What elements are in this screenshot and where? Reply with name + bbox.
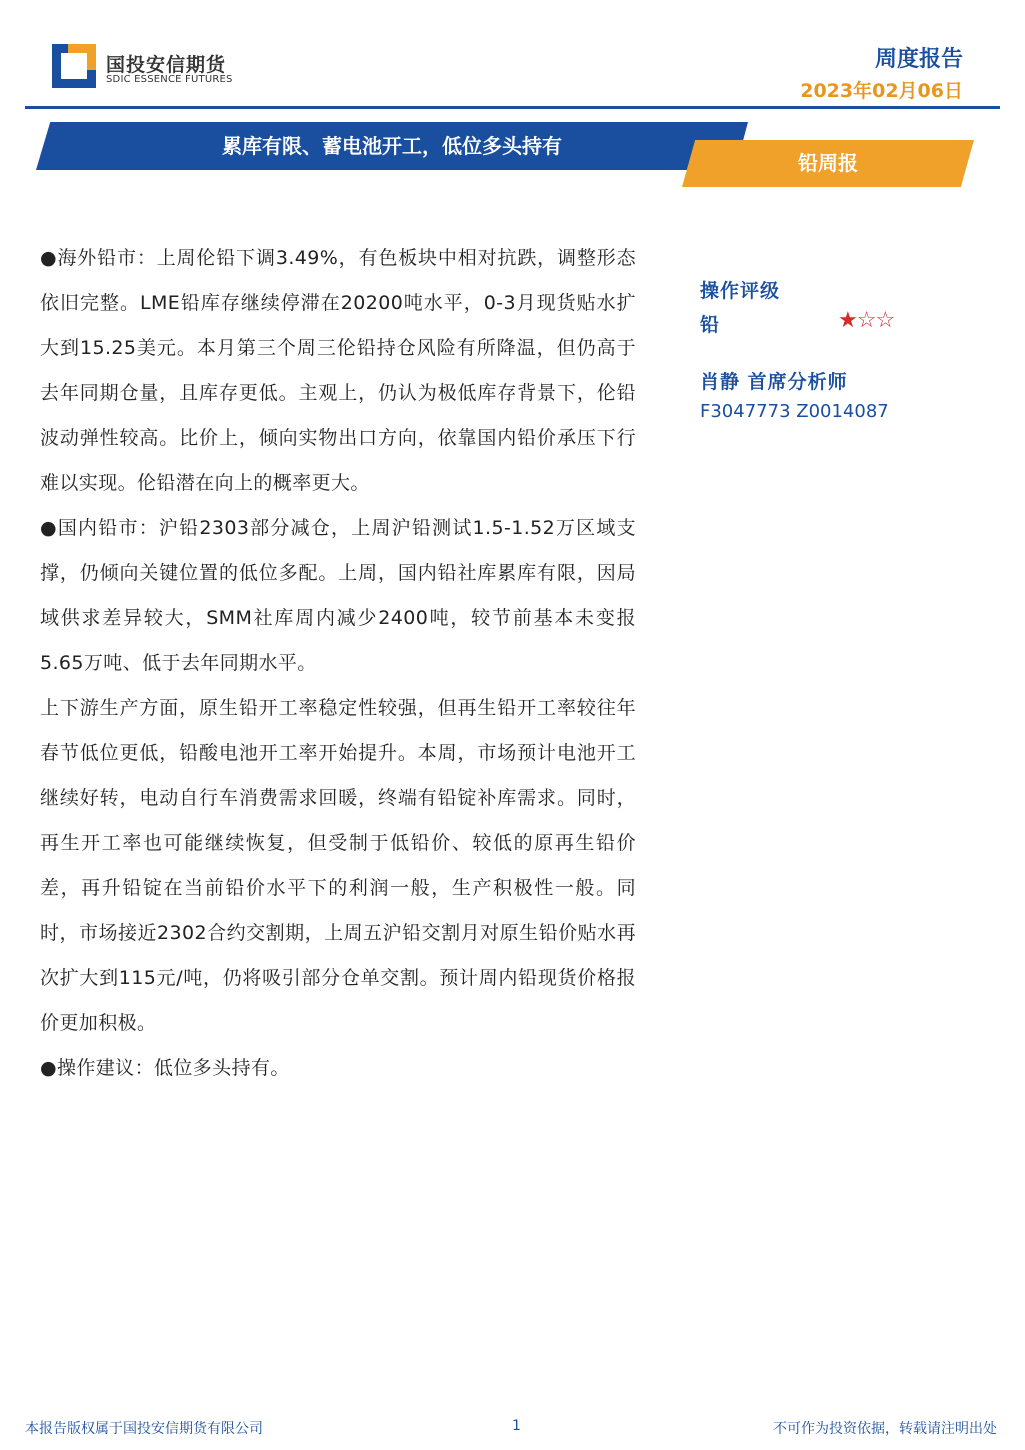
company-logo (52, 40, 252, 92)
paragraph-recommendation (40, 1046, 636, 1091)
paragraph-text: 海外铅市：上周伦铅下调3.49%，有色板块中相对抗跌，调整形态依旧完整。LME铅库存继续停滞在20200吨水平，0-3月现货贴水扩大到15.25美元。本月第三个周三伦铅持仓风险有所降温，但仍高于去年同期仓量，且库存更低。主观上，仍认为极低库存背景下，伦铅波动弹性较高。比价上，倾向实物出口方向，依靠国内铅价承压下行难以实现。伦铅潜在向上的概率更大。 (40, 247, 636, 494)
rating-product: 铅 (700, 314, 720, 336)
footer-copyright: 本报告版权属于国投安信期货有限公司 (25, 1421, 263, 1437)
header-divider (25, 106, 1000, 109)
bullet-icon: ● (40, 1057, 57, 1079)
logo-mark-icon (52, 44, 96, 88)
paragraph-overseas-lead (40, 236, 636, 506)
bullet-icon: ● (40, 247, 58, 269)
logo-company-name-en: SDIC ESSENCE FUTURES (106, 74, 233, 85)
logo-company-name: 国投安信期货 (106, 54, 227, 76)
report-type: 周度报告 (874, 47, 963, 72)
report-title: 累库有限、蓄电池开工，低位多头持有 (222, 134, 562, 158)
report-category: 铅周报 (798, 151, 858, 175)
rating-heading: 操作评级 (700, 280, 781, 302)
paragraph-domestic-lead (40, 506, 636, 686)
analyst-license-ids: F3047773 Z0014087 (700, 401, 889, 422)
footer-disclaimer: 不可作为投资依据，转载请注明出处 (773, 1421, 997, 1437)
star-rating-icon: ★☆☆ (838, 308, 895, 333)
paragraph-text: 操作建议：低位多头持有。 (56, 1057, 290, 1079)
paragraph-text: 国内铅市：沪铅2303部分减仓，上周沪铅测试1.5-1.52万区域支撑，仍倾向关键位置的低位多配。上周，国内铅社库累库有限，因局域供求差异较大，SMM社库周内减少2400吨，较节前基本未变报5.65万吨、低于去年同期水平。 (40, 517, 636, 674)
analyst-name: 肖静 首席分析师 (700, 371, 848, 393)
paragraph-text: 上下游生产方面，原生铅开工率稳定性较强，但再生铅开工率较往年春节低位更低，铅酸电池开工率开始提升。本周，市场预计电池开工继续好转，电动自行车消费需求回暖，终端有铅锭补库需求。同时，再生开工率也可能继续恢复，但受制于低铅价、较低的原再生铅价差，再升铅锭在当前铅价水平下的利润一般，生产积极性一般。同时，市场接近2302合约交割期，上周五沪铅交割月对原生铅价贴水再次扩大到115元/吨，仍将吸引部分仓单交割。预计周内铅现货价格报价更加积极。 (40, 697, 636, 1034)
bullet-icon: ● (40, 517, 58, 539)
report-body (40, 236, 636, 1091)
report-date: 2023年02月06日 (800, 80, 963, 102)
paragraph-production (40, 686, 636, 1046)
page-number: 1 (512, 1418, 521, 1434)
